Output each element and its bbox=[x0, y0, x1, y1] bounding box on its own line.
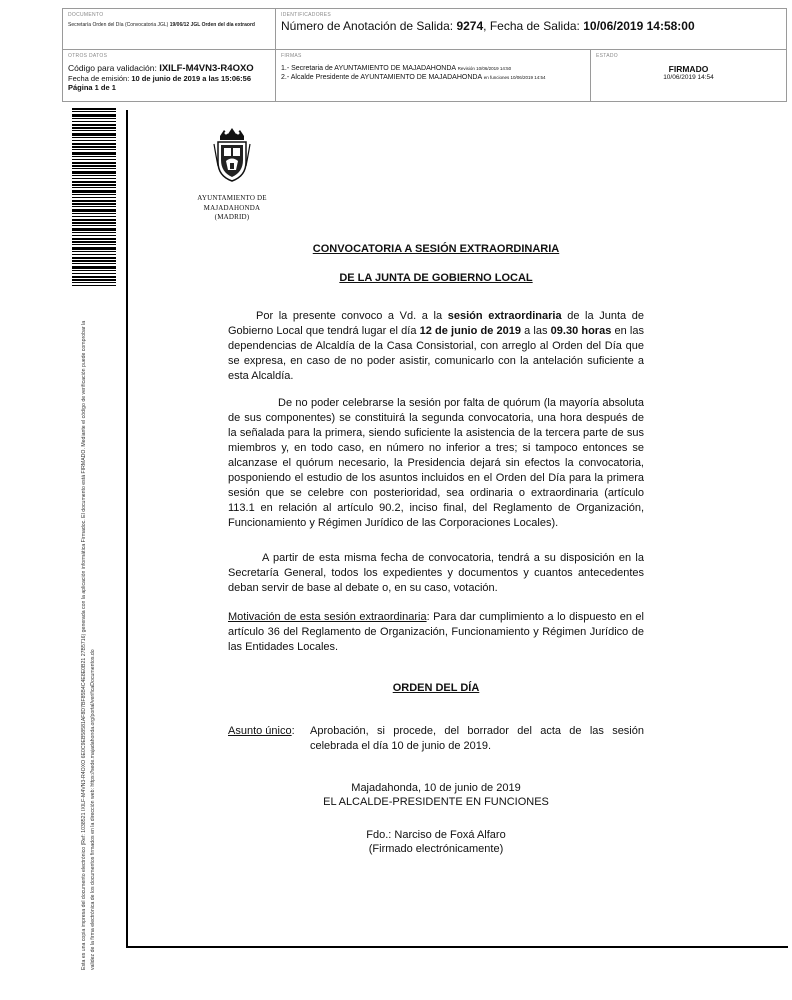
motivacion-paragraph: Motivación de esta sesión extraordinaria: Para dar cumplimiento a lo dispuesto en el artículo 36 del Reglamento de Organización, Funcionamiento y Régimen Jurídico de las Entidades Locales. bbox=[228, 611, 644, 653]
firma-2: 2.- Alcalde Presidente de AYUNTAMIENTO DE MAJADAHONDA en funciones 10/06/2019 14:54 bbox=[281, 74, 546, 81]
otros-datos-label: OTROS DATOS bbox=[68, 53, 108, 59]
caption-line: AYUNTAMIENTO DE bbox=[197, 194, 267, 202]
firmas-cell bbox=[276, 50, 591, 101]
emission-date: Fecha de emisión: 10 de junio de 2019 a las 15:06:56 bbox=[68, 74, 252, 83]
convocatoria-paragraph: Por la presente convoco a Vd. a la sesión extraordinaria de la Junta de Gobierno Local que tendrá lugar el día 12 de junio de 2019 a las 09.30 horas en las dependencias de Alcaldía de la Casa Consistorial, con arreglo al Orden del Día que se expresa, en caso de no poder asistir, comunicarlo con la antelación suficiente a esta Alcaldía. bbox=[228, 310, 644, 382]
status-date: 10/06/2019 14:54 bbox=[663, 74, 714, 81]
asunto-label: Asunto único: bbox=[228, 725, 295, 737]
validation-code[interactable]: Código para validación: IXILF-M4VN3-R4OXO bbox=[68, 63, 254, 74]
status-badge: FIRMADO bbox=[668, 64, 709, 74]
page-count: Página 1 de 1 bbox=[68, 83, 116, 92]
quorum-paragraph: De no poder celebrarse la sesión por falta de quórum (la mayoría absoluta de sus componentes) se constituirá la segunda convocatoria, una hora después de la señalada para la primera, siendo suficiente la asistencia de la tercera parte de sus miembros y, en todo caso, en número no inferior a tres; si tampoco entonces se alcanzase el quórum necesario, la Presidencia dejará sin efectos la convocatoria, posponiendo el estudio de los asuntos incluidos en el Orden del Día para la primera sesión que se celebre con posterioridad, sea ordinaria o extraordinaria (artículo 113.1 en relación al artículo 90.2, inciso final, del Reglamento de Organización, Funcionamiento y Régimen Jurídico de las Corporaciones Locales). bbox=[228, 397, 644, 529]
place-date: Majadahonda, 10 de junio de 2019 bbox=[351, 782, 521, 794]
firmas-label: FIRMAS bbox=[281, 53, 302, 59]
document-title: CONVOCATORIA A SESIÓN EXTRAORDINARIA bbox=[312, 243, 560, 255]
document-subtitle: DE LA JUNTA DE GOBIERNO LOCAL bbox=[339, 272, 533, 284]
documento-label: DOCUMENTO bbox=[68, 12, 104, 18]
ayuntamiento-caption bbox=[194, 194, 270, 223]
disposicion-paragraph: A partir de esta misma fecha de convocatoria, tendrá a su disposición en la Secretaría General, todos los expedientes y documentos y cuantos antecedentes deban servir de base al debate o, en su caso, votación. bbox=[228, 552, 644, 594]
identificadores-label: IDENTIFICADORES bbox=[281, 12, 332, 18]
orden-del-dia-heading: ORDEN DEL DÍA bbox=[392, 682, 480, 694]
caption-line: MAJADAHONDA bbox=[203, 203, 261, 212]
registro-salida: Número de Anotación de Salida: 9274, Fecha de Salida: 10/06/2019 14:58:00 bbox=[281, 19, 695, 33]
signature-metadata-header bbox=[62, 8, 787, 102]
signed-note: (Firmado electrónicamente) bbox=[368, 843, 504, 855]
firma-1: 1.- Secretaria de AYUNTAMIENTO DE MAJADAHONDA Revisión 10/06/2019 14:50 bbox=[281, 65, 512, 72]
coat-of-arms-icon bbox=[212, 126, 252, 184]
identificadores-cell bbox=[276, 9, 786, 50]
estado-label: ESTADO bbox=[596, 53, 618, 59]
otros-datos-cell bbox=[63, 50, 276, 101]
signer-name: Fdo.: Narciso de Foxá Alfaro bbox=[366, 829, 506, 841]
estado-cell bbox=[591, 50, 786, 101]
verification-side-note: Esta es una copia impresa del documento electrónico (Ref: 1038521 IXILF-M4VN3-R4OXO 6E0C9EB58581AF8D7BF85B4C4E8E0B21 27B5716) generada con la aplicación informática Firmadoc. El documento está FIRMADO. Mediante el código de verificación puede comprobar la validez de la firma electrónica de los documentos firmados en la dirección web: https://sede.majadahonda.org/portal/verificaDocumentos.do bbox=[81, 320, 96, 970]
signer-role: EL ALCALDE-PRESIDENTE EN FUNCIONES bbox=[323, 796, 549, 808]
asunto-text: Aprobación, si procede, del borrador del acta de las sesión celebrada el día 10 de junio de 2019. bbox=[310, 725, 644, 752]
documento-cell bbox=[63, 9, 276, 50]
caption-line: (MADRID) bbox=[214, 213, 250, 221]
barcode bbox=[72, 108, 116, 286]
documento-description: Secretaría Orden del Día (Convocatoria JGL) 19/06/12 JGL Orden del día extraord bbox=[68, 22, 255, 28]
